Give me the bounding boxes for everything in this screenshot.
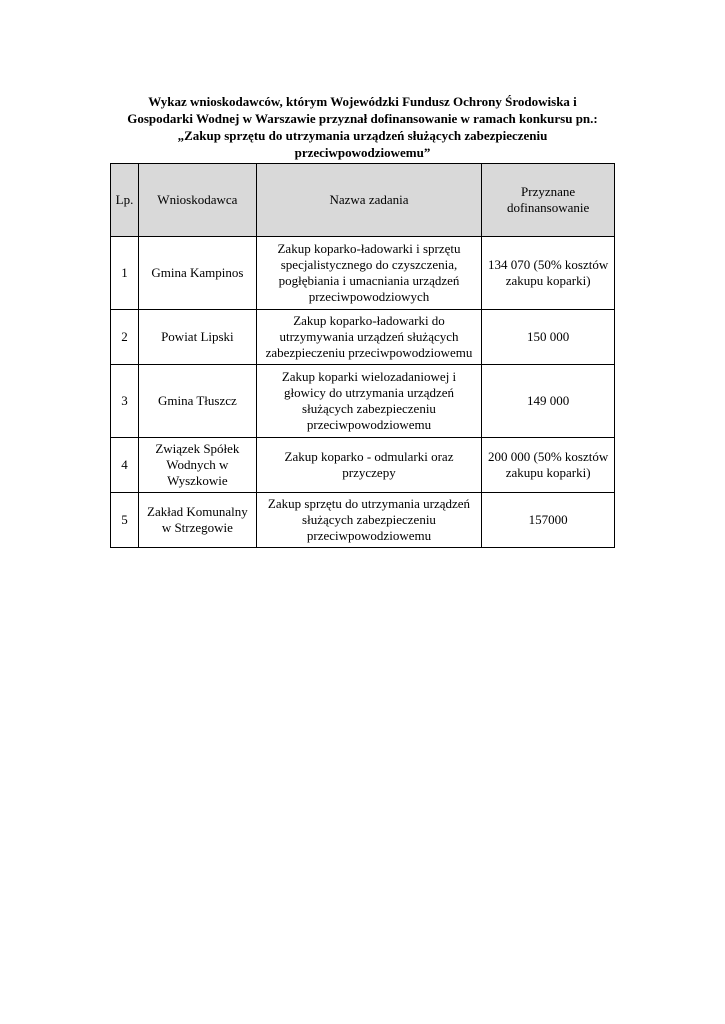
cell-task: Zakup sprzętu do utrzymania urządzeń służących zabezpieczeniu przeciwpowodziowemu <box>256 493 481 548</box>
cell-applicant: Gmina Tłuszcz <box>138 365 256 438</box>
cell-lp: 2 <box>111 310 139 365</box>
header-applicant: Wnioskodawca <box>138 164 256 237</box>
document-title <box>110 93 615 161</box>
header-task: Nazwa zadania <box>256 164 481 237</box>
cell-task: Zakup koparko-ładowarki do utrzymywania urządzeń służących zabezpieczeniu przeciwpowodziowemu <box>256 310 481 365</box>
cell-task: Zakup koparko-ładowarki i sprzętu specjalistycznego do czyszczenia, pogłębiania i umacniania urządzeń przeciwpowodziowych <box>256 237 481 310</box>
table-row <box>111 438 615 493</box>
cell-applicant: Gmina Kampinos <box>138 237 256 310</box>
cell-lp: 1 <box>111 237 139 310</box>
cell-lp: 4 <box>111 438 139 493</box>
table-header-row <box>111 164 615 237</box>
cell-amount: 150 000 <box>482 310 615 365</box>
cell-amount: 134 070 (50% kosztów zakupu koparki) <box>482 237 615 310</box>
header-lp: Lp. <box>111 164 139 237</box>
title-line-2: Gospodarki Wodnej w Warszawie przyznał dofinansowanie w ramach konkursu pn.: <box>127 111 598 126</box>
title-line-1: Wykaz wnioskodawców, którym Wojewódzki Fundusz Ochrony Środowiska i <box>148 94 577 109</box>
cell-task: Zakup koparki wielozadaniowej i głowicy do utrzymania urządzeń służących zabezpieczeniu przeciwpowodziowemu <box>256 365 481 438</box>
header-amount: Przyznane dofinansowanie <box>482 164 615 237</box>
title-line-4: przeciwpowodziowemu” <box>294 145 431 160</box>
cell-amount: 157000 <box>482 493 615 548</box>
title-line-3: „Zakup sprzętu do utrzymania urządzeń służących zabezpieczeniu <box>177 128 548 143</box>
cell-task: Zakup koparko - odmularki oraz przyczepy <box>256 438 481 493</box>
cell-applicant: Związek Spółek Wodnych w Wyszkowie <box>138 438 256 493</box>
cell-lp: 3 <box>111 365 139 438</box>
cell-amount: 200 000 (50% kosztów zakupu koparki) <box>482 438 615 493</box>
grants-table <box>110 163 615 548</box>
table-row <box>111 365 615 438</box>
table-row <box>111 237 615 310</box>
cell-lp: 5 <box>111 493 139 548</box>
table-row <box>111 493 615 548</box>
cell-applicant: Zakład Komunalny w Strzegowie <box>138 493 256 548</box>
table-row <box>111 310 615 365</box>
cell-applicant: Powiat Lipski <box>138 310 256 365</box>
cell-amount: 149 000 <box>482 365 615 438</box>
